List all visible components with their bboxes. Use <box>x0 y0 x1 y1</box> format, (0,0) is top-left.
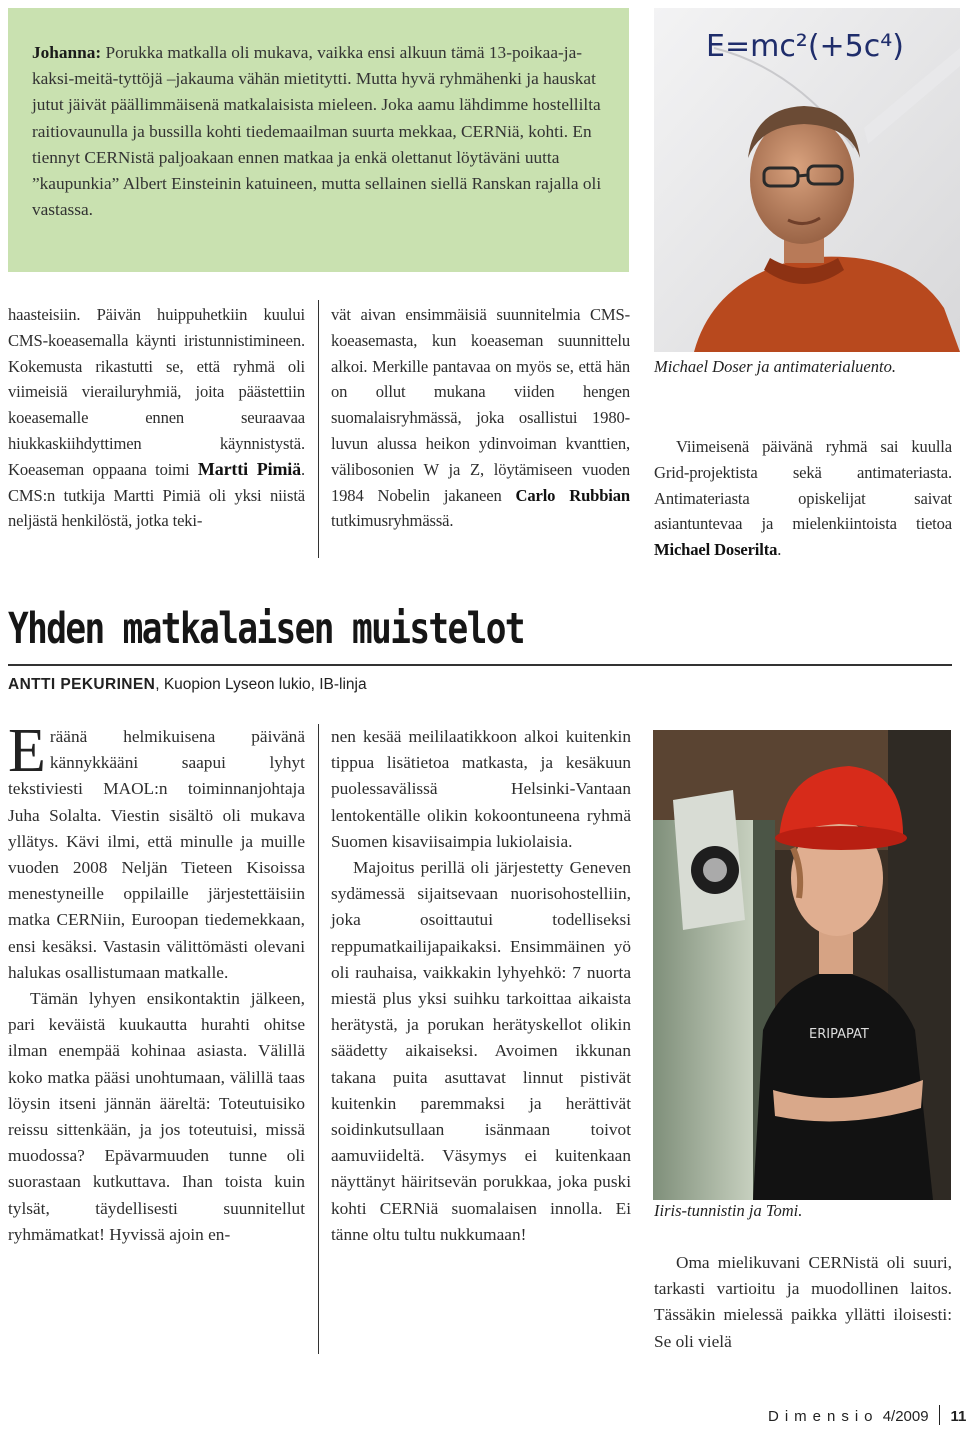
article-column-1 <box>8 717 305 1248</box>
whiteboard-formula: E=mc²(+5c⁴) <box>706 29 904 64</box>
page-number: 11 <box>950 1408 966 1425</box>
upper-column-1 <box>8 302 305 534</box>
upper-column-1-text <box>8 302 305 534</box>
byline <box>8 676 367 694</box>
quote-speaker: Johanna: <box>32 43 102 62</box>
upper-column-2-text <box>331 302 630 534</box>
caption-iris-tomi: Iiris-tunnistin ja Tomi. <box>654 1201 803 1220</box>
photo-iris-detector-tomi <box>653 730 951 1200</box>
article-paragraph-2: Tämän lyhyen ensikontaktin jälkeen, pari keväistä kuukautta hurahti ohitse ilman enempää kohinaa asiasta. Välillä koko matka pääsi unohtumaan, välillä taas löysin itseni jännän ääreltä: Toteutuisiko reissu sittenkään, ja jos toteutuisi, missä muodossa? Epävarmuuden tunne oli suorastaan kutkuttava. Ihan toista kuin tylsät, täydellisesti suunnitellut ryhmämatkat! Hyvissä ajoin en- <box>8 989 305 1244</box>
page-footer <box>768 1405 966 1425</box>
article-column-2 <box>331 724 631 1248</box>
issue-number: 4/2009 <box>882 1408 929 1425</box>
photo-michael-doser <box>654 8 960 352</box>
upper-column-3-text <box>654 434 952 563</box>
photo-tomi-illustration <box>653 730 951 1200</box>
upper-col1-text-b: . CMS:n tutkija Martti Pimiä oli yksi niistä neljästä henkilöstä, jotka teki- <box>8 459 305 531</box>
upper-col3-text-a: Viimeisenä päivänä ryhmä sai kuulla Grid-projektista sekä antimateriasta. Antimateriasta opiskelijat saivat asiantuntevaa ja mielenkiintoista tietoa <box>654 437 952 534</box>
shirt-print: ERIPAPAT <box>809 1027 869 1042</box>
drop-cap: E <box>8 717 46 785</box>
article-paragraph-1 <box>8 717 305 986</box>
caption-doser: Michael Doser ja antimaterialuento. <box>654 357 896 376</box>
author-affiliation: , Kuopion Lyseon lukio, IB-linja <box>155 676 367 693</box>
article-paragraph-4: Majoitus perillä oli järjestetty Geneven sydämessä sijaitsevaan nuorisohostelliin, joka osoittautui todelliseksi reppumatkailijapaikaksi. Ensimmäinen yö oli rauhaisa, vaikkakin lyhyehkö: 7 nuorta miestä plus yksi suihku tarkoittaa aikaista herätystä, ja porukan herätyskellot olikin säädetty aikaiseksi. Avoimen ikkunan takana puita asuttavat linnut pistivät kuitenkin paremmaksi ja herättivät soidinkutsullaan isänmaan toivot aamuviideltä. Väsymys ei kuitenkaan näyttänyt häiritsevän porukkaa, joka puski kohti CERNiä suomalaisen innolla. Ei tänne oltu tultu nukkumaan! <box>331 858 631 1244</box>
article-paragraph-5: Oma mielikuvani CERNistä oli suuri, tarkasti vartioitu ja muodollinen laitos. Tässäkin mielessä paikka yllätti iloisesti: Se oli vielä <box>654 1253 952 1351</box>
headline-rule <box>8 664 952 666</box>
article-paragraph-3: nen kesää meililaatikkoon alkoi kuitenkin tippua lisätietoa matkasta, ja kesäkuun puolessavälissä Helsinki-Vantaan lentokentälle olikin kokoontuneena ryhmä Suomen kisaviisaimpia lukiolaisia. <box>331 727 631 851</box>
upper-column-3 <box>654 434 952 563</box>
article-col1-p1-text: räänä helmikuisena päivänä kännykkääni saapui lyhyt tekstiviesti MAOL:n toiminnanjohtaja Juha Solalta. Viestin sisältö oli mukava yllätys. Kävi ilmi, että minulle ja muille vuoden 2008 Neljän Tieteen Kisoissa menestyneille oppilaille järjestettäisiin matka CERNiin, Euroopan tiedemekkaan, ensi kesäksi. Vastasin välittömästi olevani halukas osallistumaan matkalle. <box>8 727 305 982</box>
upper-col3-text-b: . <box>777 540 782 560</box>
magazine-name: Dimensio <box>768 1408 879 1425</box>
upper-col2-text-a: vät aivan ensimmäisiä suunnitelmia CMS-koeasemasta, kun koeaseman suunnittelu alkoi. Merkille pantavaa on myös se, että hän on ollut mukana viiden hengen suomalaisryhmässä, joka osallistui 1980-luvun alussa heikon ydinvoiman kvanttien, välibosonien W ja Z, löytämiseen vuoden 1984 Nobelin jakaneen <box>331 305 630 505</box>
article-column-3 <box>654 1250 952 1355</box>
upper-col1-text-a: haasteisiin. Päivän huippuhetkiin kuului CMS-koeasemalla käynti iristunnistimineen. Kokemusta rikastutti se, että ryhmä oli viimeisiä vierailuryhmiä, joita päästettiin koeasemalle ennen seuraavaa hiukkaskiihdyttimen käynnistystä. Koeaseman oppaana toimi <box>8 305 305 479</box>
quote-text: Porukka matkalla oli mukava, vaikka ensi alkuun tämä 13-poikaa-ja-kaksi-meitä-tyttöjä –jakauma vähän mietitytti. Mutta hyvä ryhmähenki ja hauskat jutut jäivät päällimmäisenä matkalaisista mieleen. Joka aamu lähdimme hostellilta raitiovaunulla ja bussilla kohti tiedemaailman suurta mekkaa, CERNiä, kohti. En tiennyt CERNistä paljoakaan ennen matkaa ja enkä olettanut löytäväni uutta ”kaupunkia” Albert Einsteinin katuineen, mutta sellainen siellä Ranskan rajalla oli vastassa. <box>32 43 602 220</box>
photo-doser-illustration <box>654 8 960 352</box>
author-name: ANTTI PEKURINEN <box>8 676 156 693</box>
footer-separator <box>939 1405 941 1425</box>
quote-box <box>8 8 629 272</box>
name-carlo-rubbia: Carlo Rubbian <box>515 485 630 505</box>
column-divider-upper <box>318 300 319 558</box>
upper-column-2 <box>331 302 630 534</box>
upper-col2-text-b: tutkimusryhmässä. <box>331 511 454 531</box>
article-headline: Yhden matkalaisen muistelot <box>8 604 524 654</box>
quote-paragraph <box>32 40 607 223</box>
name-martti-pimia: Martti Pimiä <box>197 458 301 479</box>
column-divider-lower <box>318 724 319 1354</box>
name-michael-doser: Michael Doserilta <box>654 540 778 560</box>
